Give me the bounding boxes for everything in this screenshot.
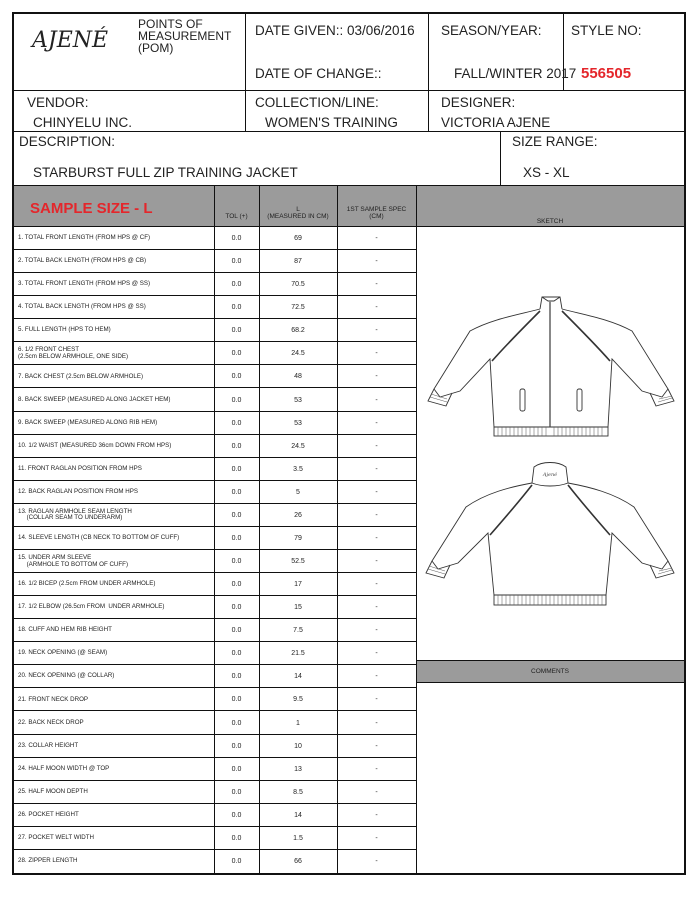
- measurement-label: [18, 342, 214, 365]
- brand-logo: AJENÉ: [32, 28, 109, 53]
- collection-label: COLLECTION/LINE:: [255, 95, 379, 110]
- measured-value: 87: [294, 258, 302, 266]
- measured-value: 21.5: [291, 650, 305, 658]
- tolerance-value: 0.0: [231, 534, 242, 542]
- measured-value: 3.5: [293, 465, 303, 473]
- measurement-label-line: (COLLAR SEAM TO UNDERARM): [18, 514, 123, 522]
- spec-value: -: [375, 350, 378, 358]
- measurement-label: [18, 827, 214, 850]
- measured-value: 79: [294, 534, 302, 542]
- measurement-label: [18, 412, 214, 435]
- spec-value: -: [375, 465, 378, 473]
- measurement-label-line: (ARMHOLE TO BOTTOM OF CUFF): [18, 560, 129, 568]
- divider: [245, 14, 246, 131]
- spec-value: -: [375, 788, 378, 796]
- measurement-label-line: 6. 1/2 FRONT CHEST: [18, 346, 80, 354]
- measurement-label-line: 17. 1/2 ELBOW (26.5cm FROM UNDER ARMHOLE): [18, 603, 165, 611]
- measurement-label: [18, 850, 214, 873]
- tolerance-value: 0.0: [231, 304, 242, 312]
- sample-size-title: SAMPLE SIZE - L: [30, 200, 153, 217]
- measurement-label: [18, 435, 214, 458]
- table-row: [14, 412, 416, 435]
- measured-value: 24.5: [291, 442, 305, 450]
- measurement-label-line: 27. POCKET WELT WIDTH: [18, 833, 94, 841]
- measured-value: 15: [294, 604, 302, 612]
- pom-sheet: [12, 12, 686, 875]
- table-row: [14, 642, 416, 665]
- tolerance-value: 0.0: [231, 696, 242, 704]
- tolerance-value: 0.0: [231, 857, 242, 865]
- table-row: [14, 527, 416, 550]
- tolerance-value: 0.0: [231, 742, 242, 750]
- spec-value: -: [375, 581, 378, 589]
- spec-value: -: [375, 258, 378, 266]
- collar-label-logo: Ajené: [542, 472, 558, 478]
- measurement-label: [18, 227, 214, 250]
- measurement-label: [18, 319, 214, 342]
- measurement-label: [18, 273, 214, 296]
- spec-value: -: [375, 281, 378, 289]
- vendor-value: CHINYELU INC.: [33, 115, 133, 130]
- table-row: [14, 735, 416, 758]
- spec-value: -: [375, 604, 378, 612]
- measurement-label: [18, 781, 214, 804]
- jacket-front-sketch-icon: [422, 289, 678, 439]
- measurement-label-line: (2.5cm BELOW ARMHOLE, ONE SIDE): [18, 352, 129, 360]
- pom-title-line: (POM): [138, 41, 174, 55]
- measured-value: 66: [294, 857, 302, 865]
- divider: [14, 131, 684, 132]
- tolerance-value: 0.0: [231, 281, 242, 289]
- designer-label: DESIGNER:: [441, 95, 516, 110]
- measurement-label: [18, 688, 214, 711]
- col-tol-header: TOL (+): [225, 213, 248, 220]
- size-range-value: XS - XL: [523, 165, 570, 180]
- season-label: SEASON/YEAR:: [441, 23, 542, 38]
- measurement-label-line: 8. BACK SWEEP (MEASURED ALONG JACKET HEM): [18, 395, 171, 403]
- table-row: [14, 504, 416, 527]
- table-row: [14, 342, 416, 365]
- measurement-label-line: 18. CUFF AND HEM RIB HEIGHT: [18, 626, 112, 634]
- season-value: FALL/WINTER 2017: [454, 66, 577, 81]
- tolerance-value: 0.0: [231, 604, 242, 612]
- table-row: [14, 827, 416, 850]
- spec-value: -: [375, 488, 378, 496]
- style-no-value: 556505: [581, 65, 632, 82]
- tolerance-value: 0.0: [231, 558, 242, 566]
- measurement-label: [18, 642, 214, 665]
- table-row: [14, 250, 416, 273]
- measurement-label: [18, 550, 214, 573]
- tolerance-value: 0.0: [231, 327, 242, 335]
- table-row: [14, 850, 416, 873]
- measured-value: 72.5: [291, 304, 305, 312]
- collection-value: WOMEN'S TRAINING: [265, 115, 398, 130]
- measured-value: 10: [294, 742, 302, 750]
- table-row: [14, 596, 416, 619]
- tolerance-value: 0.0: [231, 765, 242, 773]
- measurement-label: [18, 458, 214, 481]
- spec-value: -: [375, 857, 378, 865]
- spec-value: -: [375, 811, 378, 819]
- measurement-label: [18, 365, 214, 388]
- measured-value: 7.5: [293, 627, 303, 635]
- measurement-label: [18, 573, 214, 596]
- tolerance-value: 0.0: [231, 834, 242, 842]
- measured-value: 17: [294, 581, 302, 589]
- measurement-label-line: 12. BACK RAGLAN POSITION FROM HPS: [18, 487, 138, 495]
- col-spec-header-line: (CM): [369, 213, 384, 220]
- measured-value: 9.5: [293, 696, 303, 704]
- table-row: [14, 619, 416, 642]
- tolerance-value: 0.0: [231, 650, 242, 658]
- measurement-label: [18, 665, 214, 688]
- spec-value: -: [375, 327, 378, 335]
- measurement-label: [18, 504, 214, 527]
- tolerance-value: 0.0: [231, 419, 242, 427]
- spec-value: -: [375, 650, 378, 658]
- tolerance-value: 0.0: [231, 396, 242, 404]
- divider: [428, 14, 429, 131]
- spec-value: -: [375, 235, 378, 243]
- measurement-label: [18, 296, 214, 319]
- divider: [416, 186, 417, 873]
- size-range-label: SIZE RANGE:: [512, 134, 598, 149]
- description-label: DESCRIPTION:: [19, 134, 116, 149]
- measurement-label: [18, 619, 214, 642]
- table-row: [14, 665, 416, 688]
- measured-value: 53: [294, 419, 302, 427]
- jacket-back-sketch-icon: [422, 459, 678, 614]
- spec-value: -: [375, 696, 378, 704]
- tolerance-value: 0.0: [231, 581, 242, 589]
- col-spec-header-line: 1ST SAMPLE SPEC: [346, 206, 407, 213]
- comments-header: COMMENTS: [531, 668, 569, 675]
- tolerance-value: 0.0: [231, 511, 242, 519]
- measurement-label-line: 24. HALF MOON WIDTH @ TOP: [18, 764, 110, 772]
- measured-value: 14: [294, 811, 302, 819]
- measurement-label-line: 14. SLEEVE LENGTH (CB NECK TO BOTTOM OF CUFF): [18, 534, 180, 542]
- divider: [14, 90, 684, 91]
- divider: [500, 131, 501, 185]
- measured-value: 52.5: [291, 558, 305, 566]
- measurement-label: [18, 527, 214, 550]
- measurement-label: [18, 712, 214, 735]
- measurement-label: [18, 389, 214, 412]
- table-row: [14, 573, 416, 596]
- vendor-label: VENDOR:: [27, 95, 89, 110]
- spec-value: -: [375, 511, 378, 519]
- measured-value: 1: [296, 719, 300, 727]
- table-row: [14, 804, 416, 827]
- measurement-label-line: 3. TOTAL FRONT LENGTH (FROM HPS @ SS): [18, 280, 151, 288]
- spec-value: -: [375, 719, 378, 727]
- measurement-label-line: 25. HALF MOON DEPTH: [18, 787, 88, 795]
- divider: [416, 682, 684, 683]
- measured-value: 70.5: [291, 281, 305, 289]
- spec-value: -: [375, 673, 378, 681]
- measurement-label-line: 28. ZIPPER LENGTH: [18, 857, 78, 865]
- tolerance-value: 0.0: [231, 373, 242, 381]
- measurement-table: [14, 227, 416, 873]
- measurement-label-line: 22. BACK NECK DROP: [18, 718, 84, 726]
- spec-value: -: [375, 558, 378, 566]
- style-no-label: STYLE NO:: [571, 23, 642, 38]
- measurement-label-line: 4. TOTAL BACK LENGTH (FROM HPS @ SS): [18, 303, 146, 311]
- spec-value: -: [375, 834, 378, 842]
- tolerance-value: 0.0: [231, 719, 242, 727]
- spec-value: -: [375, 396, 378, 404]
- col-l-header-line: L: [296, 206, 300, 213]
- col-l-header: [259, 206, 337, 220]
- measurement-label-line: 5. FULL LENGTH (HPS TO HEM): [18, 326, 111, 334]
- measured-value: 8.5: [293, 788, 303, 796]
- measurement-label-line: 10. 1/2 WAIST (MEASURED 36cm DOWN FROM HPS): [18, 441, 172, 449]
- col-l-header-line: (MEASURED IN CM): [267, 213, 329, 220]
- divider: [416, 660, 684, 661]
- measurement-label-line: 11. FRONT RAGLAN POSITION FROM HPS: [18, 464, 142, 472]
- spec-value: -: [375, 627, 378, 635]
- pom-title-line: POINTS OF: [138, 17, 203, 31]
- pom-title: [138, 18, 231, 54]
- table-row: [14, 688, 416, 711]
- table-row: [14, 319, 416, 342]
- measured-value: 14: [294, 673, 302, 681]
- measurement-label-line: 20. NECK OPENING (@ COLLAR): [18, 672, 115, 680]
- tolerance-value: 0.0: [231, 235, 242, 243]
- measured-value: 26: [294, 511, 302, 519]
- description-value: STARBURST FULL ZIP TRAINING JACKET: [33, 165, 298, 180]
- table-row: [14, 550, 416, 573]
- designer-value: VICTORIA AJENE: [441, 115, 551, 130]
- spec-value: -: [375, 442, 378, 450]
- spec-value: -: [375, 373, 378, 381]
- measured-value: 69: [294, 235, 302, 243]
- pom-title-line: MEASUREMENT: [138, 29, 232, 43]
- measured-value: 13: [294, 765, 302, 773]
- measurement-label-line: 19. NECK OPENING (@ SEAM): [18, 649, 108, 657]
- table-row: [14, 227, 416, 250]
- measurement-label-line: 1. TOTAL FRONT LENGTH (FROM HPS @ CF): [18, 234, 151, 242]
- measurement-label-line: 9. BACK SWEEP (MEASURED ALONG RIB HEM): [18, 418, 158, 426]
- measurement-label: [18, 481, 214, 504]
- tolerance-value: 0.0: [231, 350, 242, 358]
- table-row: [14, 458, 416, 481]
- table-row: [14, 758, 416, 781]
- measurement-label: [18, 804, 214, 827]
- tolerance-value: 0.0: [231, 811, 242, 819]
- measurement-label: [18, 735, 214, 758]
- spec-value: -: [375, 765, 378, 773]
- table-row: [14, 712, 416, 735]
- tolerance-value: 0.0: [231, 442, 242, 450]
- measurement-label-line: 23. COLLAR HEIGHT: [18, 741, 79, 749]
- measured-value: 53: [294, 396, 302, 404]
- measurement-label-line: 26. POCKET HEIGHT: [18, 810, 79, 818]
- spec-value: -: [375, 304, 378, 312]
- measurement-label-line: 7. BACK CHEST (2.5cm BELOW ARMHOLE): [18, 372, 144, 380]
- table-row: [14, 435, 416, 458]
- tolerance-value: 0.0: [231, 673, 242, 681]
- measurement-label-line: 15. UNDER ARM SLEEVE: [18, 553, 92, 561]
- table-row: [14, 365, 416, 388]
- table-row: [14, 389, 416, 412]
- measurement-label-line: 2. TOTAL BACK LENGTH (FROM HPS @ CB): [18, 257, 147, 265]
- tolerance-value: 0.0: [231, 465, 242, 473]
- spec-value: -: [375, 534, 378, 542]
- table-row: [14, 781, 416, 804]
- date-given: DATE GIVEN:: 03/06/2016: [255, 23, 415, 38]
- measurement-label: [18, 758, 214, 781]
- table-row: [14, 481, 416, 504]
- tolerance-value: 0.0: [231, 488, 242, 496]
- measured-value: 5: [296, 488, 300, 496]
- measured-value: 48: [294, 373, 302, 381]
- tolerance-value: 0.0: [231, 258, 242, 266]
- tolerance-value: 0.0: [231, 788, 242, 796]
- table-row: [14, 273, 416, 296]
- measured-value: 68.2: [291, 327, 305, 335]
- measurement-label-line: 13. RAGLAN ARMHOLE SEAM LENGTH: [18, 507, 132, 515]
- measurement-label: [18, 596, 214, 619]
- measured-value: 1.5: [293, 834, 303, 842]
- col-spec-header: [337, 206, 416, 220]
- measurement-label-line: 21. FRONT NECK DROP: [18, 695, 89, 703]
- spec-value: -: [375, 419, 378, 427]
- measurement-label-line: 16. 1/2 BICEP (2.5cm FROM UNDER ARMHOLE): [18, 580, 156, 588]
- sketch-header: SKETCH: [536, 218, 564, 225]
- measured-value: 24.5: [291, 350, 305, 358]
- measurement-label: [18, 250, 214, 273]
- tolerance-value: 0.0: [231, 627, 242, 635]
- date-of-change: DATE OF CHANGE::: [255, 66, 382, 81]
- table-row: [14, 296, 416, 319]
- spec-value: -: [375, 742, 378, 750]
